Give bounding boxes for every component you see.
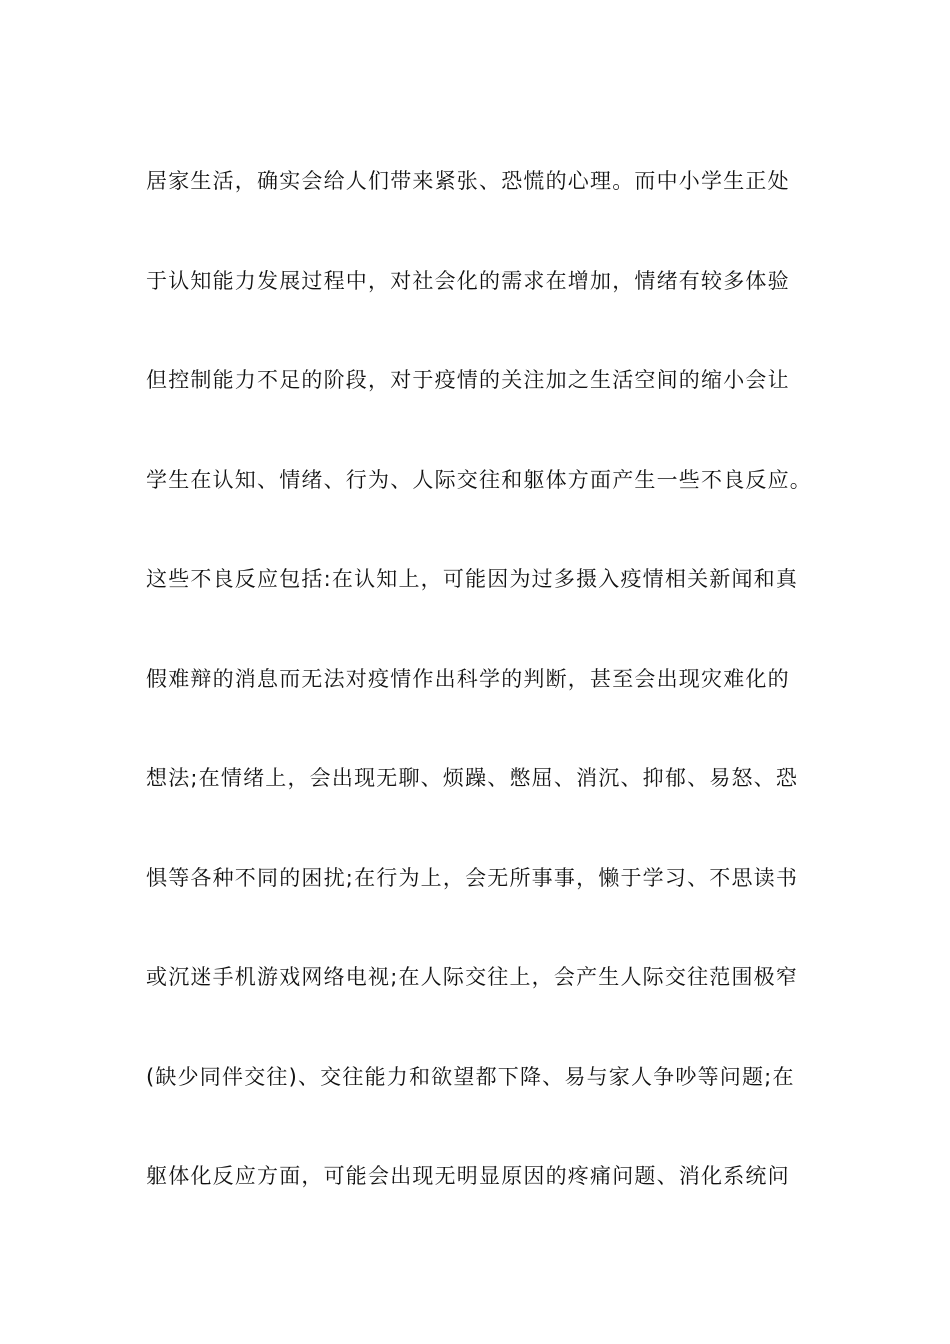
text-line-8: 惧等各种不同的困扰;在行为上，会无所事事，懒于学习、不思读书 [146,865,799,890]
text-line-1: 居家生活，确实会给人们带来紧张、恐慌的心理。而中小学生正处 [146,169,790,193]
text-line-5: 这些不良反应包括:在认知上，可能因为过多摄入疫情相关新闻和真 [146,567,799,591]
text-line-4: 学生在认知、情绪、行为、人际交往和躯体方面产生一些不良反应。 [146,467,812,492]
text-line-10: (缺少同伴交往)、交往能力和欲望都下降、易与家人争吵等问题;在 [146,1064,795,1089]
body-text [146,132,816,1227]
text-line-9: 或沉迷手机游戏网络电视;在人际交往上，会产生人际交往范围极窄 [146,965,799,989]
text-line-7: 想法;在情绪上，会出现无聊、烦躁、憋屈、消沉、抑郁、易怒、恐 [146,766,799,790]
text-line-2: 于认知能力发展过程中，对社会化的需求在增加，情绪有较多体验 [146,268,790,293]
text-line-11: 躯体化反应方面，可能会出现无明显原因的疼痛问题、消化系统问 [146,1164,790,1188]
text-line-6: 假难辩的消息而无法对疫情作出科学的判断，甚至会出现灾难化的 [146,666,790,691]
text-line-3: 但控制能力不足的阶段，对于疫情的关注加之生活空间的缩小会让 [146,368,790,392]
